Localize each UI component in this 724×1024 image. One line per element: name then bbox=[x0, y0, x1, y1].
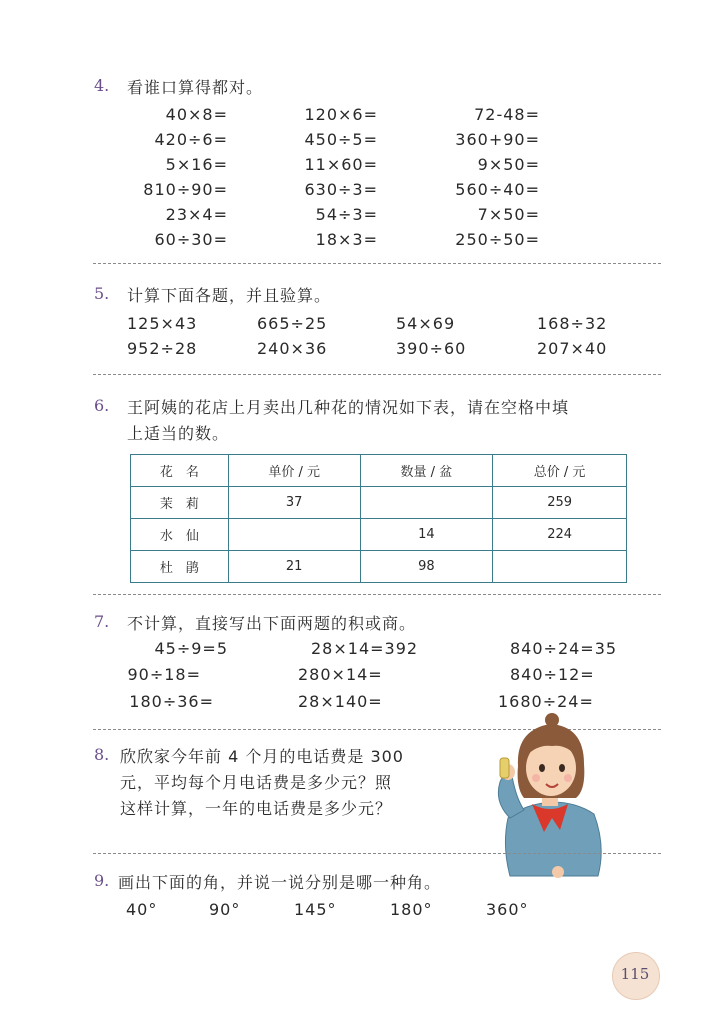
table-header-cell: 单价 / 元 bbox=[228, 455, 360, 487]
q4-col2-item: 450÷5= bbox=[304, 130, 378, 149]
q7-item: 28×14=392 bbox=[311, 639, 419, 658]
q9-title: 画出下面的角，并说一说分别是哪一种角。 bbox=[118, 873, 442, 892]
q5-item: 168÷32 bbox=[537, 314, 608, 333]
table-header-cell: 数量 / 盆 bbox=[360, 455, 493, 487]
table-cell: 茉 莉 bbox=[131, 487, 229, 519]
q4-col1-item: 810÷90= bbox=[143, 180, 228, 199]
table-header-cell: 花 名 bbox=[131, 455, 229, 487]
q5-item: 54×69 bbox=[396, 314, 456, 333]
q5-item: 952÷28 bbox=[127, 339, 198, 358]
q5-item: 240×36 bbox=[257, 339, 328, 358]
q7-item: 45÷9=5 bbox=[154, 639, 228, 658]
q4-title: 看谁口算得都对。 bbox=[127, 78, 264, 97]
q4-col1-item: 40×8= bbox=[165, 105, 228, 124]
q6-title-line1: 王阿姨的花店上月卖出几种花的情况如下表，请在空格中填 bbox=[127, 398, 570, 417]
q9-angle: 40° bbox=[126, 900, 158, 919]
q5-number: 5. bbox=[94, 284, 110, 303]
q7-item: 28×140= bbox=[298, 692, 383, 711]
q7-item: 1680÷24= bbox=[498, 692, 594, 711]
q9-angle: 90° bbox=[209, 900, 241, 919]
q5-title: 计算下面各题，并且验算。 bbox=[127, 286, 332, 305]
q8-line3: 这样计算，一年的电话费是多少元？ bbox=[120, 799, 393, 818]
q7-item: 280×14= bbox=[298, 665, 383, 684]
q4-col1-item: 5×16= bbox=[165, 155, 228, 174]
q4-col3-item: 250÷50= bbox=[455, 230, 540, 249]
q4-number: 4. bbox=[94, 76, 110, 95]
q9-angle: 360° bbox=[486, 900, 529, 919]
q4-col2-item: 18×3= bbox=[315, 230, 378, 249]
q4-col2-item: 54÷3= bbox=[315, 205, 378, 224]
q5-item: 390÷60 bbox=[396, 339, 467, 358]
table-cell bbox=[228, 519, 360, 551]
page-number: 115 bbox=[620, 965, 650, 983]
q5-item: 125×43 bbox=[127, 314, 198, 333]
q8-line1: 欣欣家今年前 4 个月的电话费是 300 bbox=[120, 747, 404, 766]
q6-title-line2: 上适当的数。 bbox=[127, 424, 230, 443]
table-row bbox=[131, 551, 627, 583]
q4-col2-item: 11×60= bbox=[304, 155, 378, 174]
q4-col1-item: 420÷6= bbox=[154, 130, 228, 149]
q4-col3-item: 9×50= bbox=[477, 155, 540, 174]
table-cell: 21 bbox=[228, 551, 360, 583]
table-header-row bbox=[131, 455, 627, 487]
q7-item: 840÷12= bbox=[510, 665, 595, 684]
table-cell: 水 仙 bbox=[131, 519, 229, 551]
table-cell: 杜 鹃 bbox=[131, 551, 229, 583]
table-cell bbox=[360, 487, 493, 519]
table-cell bbox=[493, 551, 627, 583]
q4-col3-item: 72-48= bbox=[474, 105, 540, 124]
flower-sales-table bbox=[130, 454, 627, 583]
table-row bbox=[131, 487, 627, 519]
q4-col3-item: 7×50= bbox=[477, 205, 540, 224]
q7-title: 不计算，直接写出下面两题的积或商。 bbox=[127, 614, 417, 633]
q5-item: 665÷25 bbox=[257, 314, 328, 333]
q4-col1-item: 23×4= bbox=[165, 205, 228, 224]
divider bbox=[93, 594, 661, 595]
q9-angle: 145° bbox=[294, 900, 337, 919]
table-cell: 14 bbox=[360, 519, 493, 551]
q6-number: 6. bbox=[94, 396, 110, 415]
table-cell: 224 bbox=[493, 519, 627, 551]
q7-item: 840÷24=35 bbox=[510, 639, 618, 658]
q7-number: 7. bbox=[94, 612, 110, 631]
q8-line2: 元，平均每个月电话费是多少元？照 bbox=[120, 773, 393, 792]
q5-item: 207×40 bbox=[537, 339, 608, 358]
q4-col3-item: 360+90= bbox=[455, 130, 540, 149]
q4-col2-item: 120×6= bbox=[304, 105, 378, 124]
table-cell: 98 bbox=[360, 551, 493, 583]
q4-col1-item: 60÷30= bbox=[154, 230, 228, 249]
q9-number: 9. bbox=[94, 871, 110, 890]
table-header-cell: 总价 / 元 bbox=[493, 455, 627, 487]
divider bbox=[93, 853, 661, 854]
q9-angle: 180° bbox=[390, 900, 433, 919]
q4-col3-item: 560÷40= bbox=[455, 180, 540, 199]
girl-on-phone-illustration bbox=[480, 706, 630, 882]
q7-item: 90÷18= bbox=[127, 665, 201, 684]
divider bbox=[93, 263, 661, 264]
table-cell: 259 bbox=[493, 487, 627, 519]
q8-number: 8. bbox=[94, 745, 110, 764]
q7-item: 180÷36= bbox=[129, 692, 214, 711]
q4-col2-item: 630÷3= bbox=[304, 180, 378, 199]
divider bbox=[93, 374, 661, 375]
table-row bbox=[131, 519, 627, 551]
table-cell: 37 bbox=[228, 487, 360, 519]
